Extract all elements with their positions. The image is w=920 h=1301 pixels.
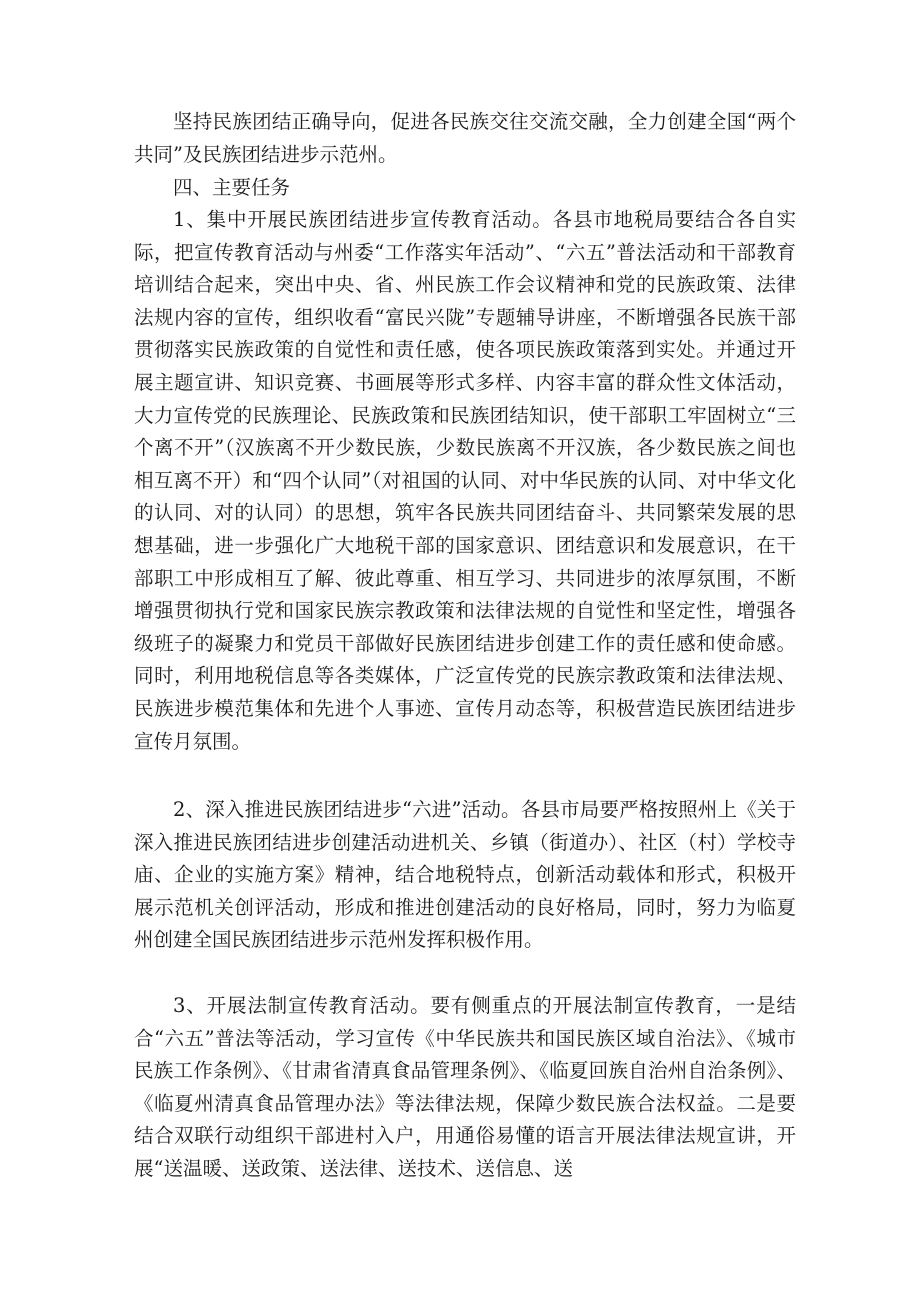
paragraph-task-1: 1、集中开展民族团结进步宣传教育活动。各县市地税局要结合各自实际，把宣传教育活动与州委“工作落实年活动”、“六五”普法活动和干部教育培训结合起来，突出中央、省、州民族工作会议精神和党的民族政策、法律法规内容的宣传，组织收看“富民兴陇”专题辅导讲座，不断增强各民族干部贯彻落实民族政策的自觉性和责任感，使各项民族政策落到实处。并通过开展主题宣讲、知识竞赛、书画展等形式多样、内容丰富的群众性文体活动，大力宣传党的民族理论、民族政策和民族团结知识，使干部职工牢固树立“三个离不开”（汉族离不开少数民族，少数民族离不开汉族，各少数民族之间也相互离不开）和“四个认同”（对祖国的认同、对中华民族的认同、对中华文化的认同、对的认同）的思想，筑牢各民族共同团结奋斗、共同繁荣发展的思想基础，进一步强化广大地税干部的国家意识、团结意识和发展意识，在干部职工中形成相互了解、彼此尊重、相互学习、共同进步的浓厚氛围，不断增强贯彻执行党和国家民族宗教政策和法律法规的自觉性和坚定性，增强各级班子的凝聚力和党员干部做好民族团结进步创建工作的责任感和使命感。同时，利用地税信息等各类媒体，广泛宣传党的民族宗教政策和法律法规、民族进步模范集体和先进个人事迹、宣传月动态等，积极营造民族团结进步宣传月氛围。 [134, 208, 796, 753]
paragraph-task-3: 3、开展法制宣传教育活动。要有侧重点的开展法制宣传教育，一是结合“六五”普法等活动，学习宣传《中华民族共和国民族区域自治法》、《城市民族工作条例》、《甘肃省清真食品管理条例》、《临夏回族自治州自治条例》、《临夏州清真食品管理办法》等法律法规，保障少数民族合法权益。二是要结合双联行动组织干部进村入户，用通俗易懂的语言开展法律法规宣讲，开展“送温暖、送政策、送法律、送技术、送信息、送 [134, 994, 796, 1180]
paragraph-intro: 坚持民族团结正确导向，促进各民族交往交流交融，全力创建全国“两个共同”及民族团结进步示范州。 [134, 110, 796, 166]
paragraph-task-2: 2、深入推进民族团结进步“六进”活动。各县市局要严格按照州上《关于深入推进民族团结进步创建活动进机关、乡镇（街道办）、社区（村）学校寺庙、企业的实施方案》精神，结合地税特点，创新活动载体和形式，积极开展示范机关创评活动，形成和推进创建活动的良好格局，同时，努力为临夏州创建全国民族团结进步示范州发挥积极作用。 [134, 798, 796, 952]
section-heading-main-tasks: 四、主要任务 [173, 176, 291, 199]
